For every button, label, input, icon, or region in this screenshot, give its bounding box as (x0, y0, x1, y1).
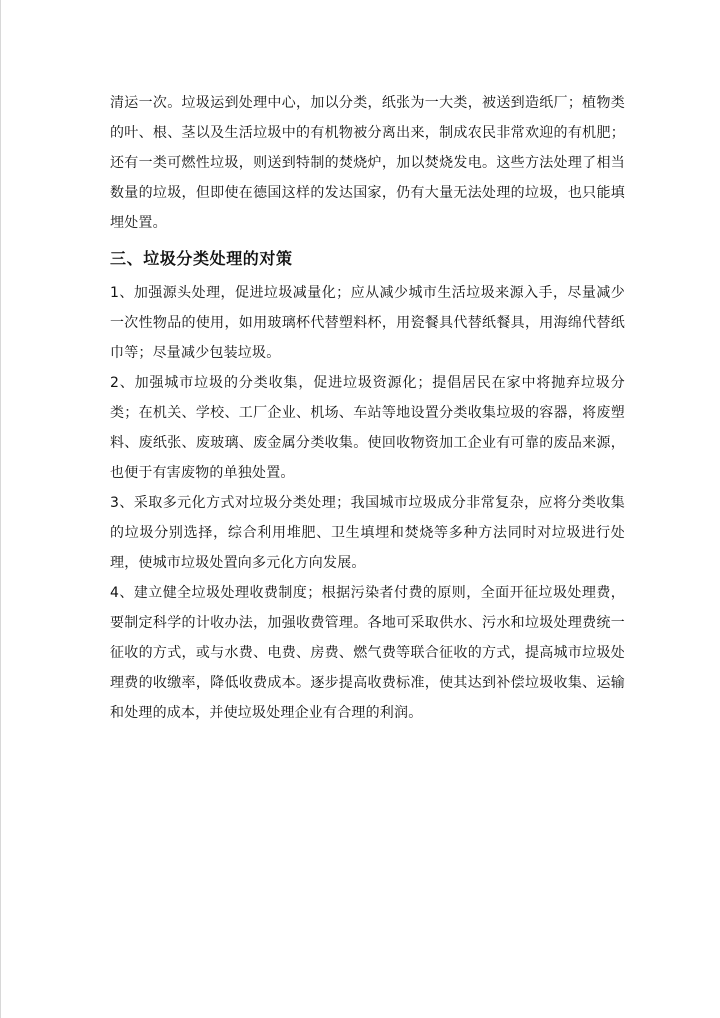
intro-paragraph: 清运一次。垃圾运到处理中心，加以分类，纸张为一大类，被送到造纸厂；植物类的叶、根、茎以及生活垃圾中的有机物被分离出来，制成农民非常欢迎的有机肥；还有一类可燃性垃圾，则送到特制的焚烧炉，加以焚烧发电。这些方法处理了相当数量的垃圾，但即使在德国这样的发达国家，仍有大量无法处理的垃圾，也只能填埋处置。 (110, 95, 625, 231)
document-body (110, 88, 625, 728)
list-item-4: 4、建立健全垃圾处理收费制度；根据污染者付费的原则，全面开征垃圾处理费，要制定科学的计收办法，加强收费管理。各地可采取供水、污水和垃圾处理费统一征收的方式，或与水费、电费、房费、燃气费等联合征收的方式，提高城市垃圾处理费的收缴率，降低收费成本。逐步提高收费标准，使其达到补偿垃圾收集、运输和处理的成本，并使垃圾处理企业有合理的利润。 (110, 585, 625, 721)
list-item-3: 3、采取多元化方式对垃圾分类处理；我国城市垃圾成分非常复杂，应将分类收集的垃圾分别选择，综合利用堆肥、卫生填埋和焚烧等多种方法同时对垃圾进行处理，使城市垃圾处置向多元化方向发展。 (110, 495, 625, 571)
list-item-1: 1、加强源头处理，促进垃圾减量化；应从减少城市生活垃圾来源入手，尽量减少一次性物品的使用，如用玻璃杯代替塑料杯，用瓷餐具代替纸餐具，用海绵代替纸巾等；尽量减少包装垃圾。 (110, 285, 625, 361)
list-item-2: 2、加强城市垃圾的分类收集，促进垃圾资源化；提倡居民在家中将抛弃垃圾分类；在机关、学校、工厂企业、机场、车站等地设置分类收集垃圾的容器，将废塑料、废纸张、废玻璃、废金属分类收集。使回收物资加工企业有可靠的废品来源，也便于有害废物的单独处置。 (110, 375, 625, 481)
section-heading: 三、垃圾分类处理的对策 (110, 249, 293, 268)
